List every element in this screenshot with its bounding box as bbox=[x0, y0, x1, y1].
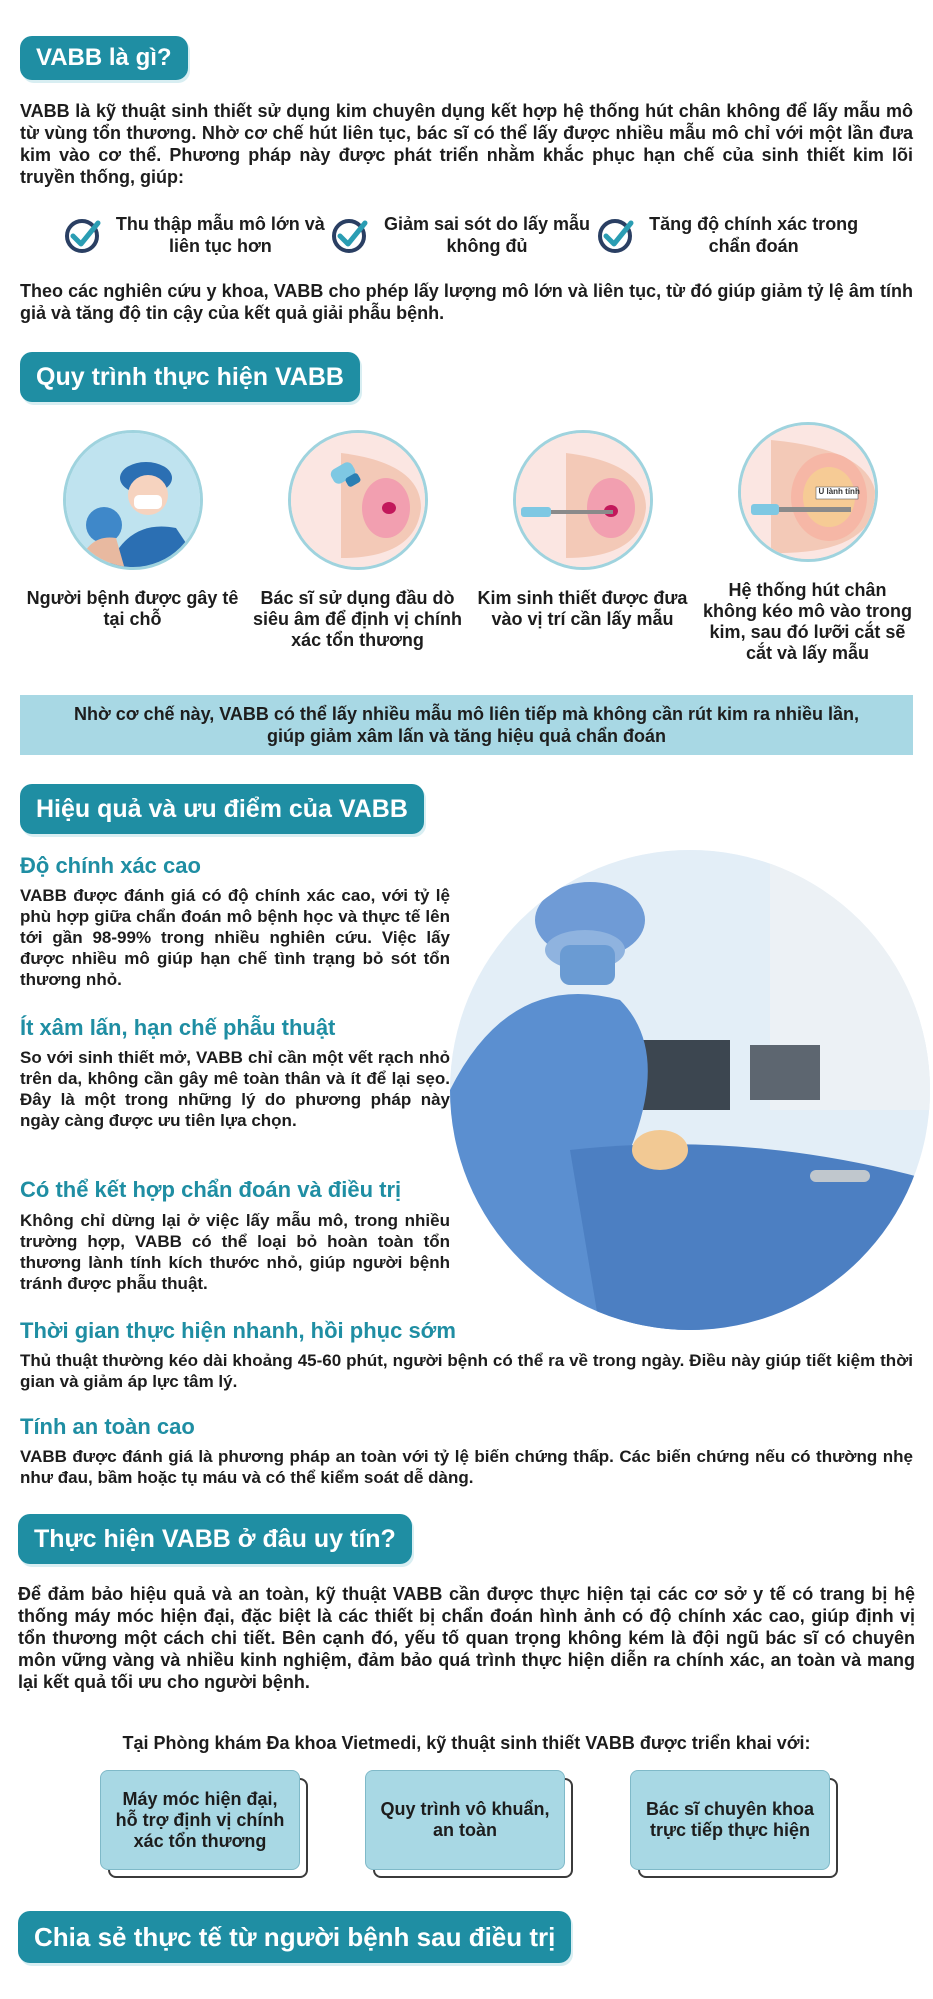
procedure-note: Nhờ cơ chế này, VABB có thể lấy nhiều mẫu mô liên tiếp mà không cần rút kim ra nhiều lần, giúp giảm xâm lấn và tăng hiệu quả chẩn đoán bbox=[20, 695, 913, 755]
procedure-photo bbox=[450, 850, 930, 1330]
where-paragraph: Để đảm bảo hiệu quả và an toàn, kỹ thuật VABB cần được thực hiện tại các cơ sở y tế có trang bị hệ thống máy móc hiện đại, đặc biệt là các thiết bị chẩn đoán hình ảnh có độ chính xác cao, giúp định vị tổn thương một cách chi tiết. Bên cạnh đó, yếu tố quan trọng không kém là đội ngũ bác sĩ có chuyên môn vững vàng và nhiều kinh nghiệm, đảm bảo quá trình thực hiện diễn ra chính xác, an toàn và mang lại kết quả tối ưu cho người bệnh. bbox=[18, 1584, 915, 1692]
anesthesia-illustration bbox=[63, 430, 203, 570]
advantage-heading: Thời gian thực hiện nhanh, hồi phục sớm bbox=[20, 1318, 456, 1343]
outro-paragraph: Theo các nghiên cứu y khoa, VABB cho phép lấy lượng mô lớn và liên tục, từ đó giúp giảm tỷ lệ âm tính giả và tăng độ tin cậy của kết quả giải phẫu bệnh. bbox=[20, 281, 913, 323]
advantage-text: So với sinh thiết mở, VABB chỉ cần một vết rạch nhỏ trên da, không cần gây mê toàn thân và ít để lại sẹo. Đây là một trong những lý do phương pháp này ngày càng được ưu tiên lựa chọn. bbox=[20, 1048, 450, 1130]
needle-insertion-illustration bbox=[513, 430, 653, 570]
check-item bbox=[329, 213, 596, 257]
advantage-heading: Có thể kết hợp chẩn đoán và điều trị bbox=[20, 1177, 402, 1202]
check-label: Giảm sai sót do lấy mẫu không đủ bbox=[383, 214, 591, 256]
intro-paragraph: VABB là kỹ thuật sinh thiết sử dụng kim chuyên dụng kết hợp hệ thống hút chân không để lấy mẫu mô từ vùng tổn thương. Nhờ cơ chế hút liên tục, bác sĩ có thể lấy được nhiều mẫu mô chỉ với một lần đưa kim vào cơ thể. Phương pháp này được phát triển nhằm khắc phục hạn chế của sinh thiết kim lõi truyền thống, giúp: bbox=[20, 101, 913, 187]
feature-card bbox=[365, 1770, 565, 1870]
benefit-checklist bbox=[62, 213, 862, 257]
check-circle-icon bbox=[62, 215, 102, 255]
vacuum-biopsy-illustration bbox=[738, 422, 878, 562]
check-circle-icon bbox=[595, 215, 635, 255]
check-circle-icon bbox=[329, 215, 369, 255]
advantage-heading: Độ chính xác cao bbox=[20, 853, 201, 878]
clinic-features bbox=[100, 1770, 830, 1870]
advantage-text: Không chỉ dừng lại ở việc lấy mẫu mô, trong nhiều trường hợp, VABB có thể loại bỏ hoàn toàn tổn thương lành tính kích thước nhỏ, giúp người bệnh tránh được phẫu thuật. bbox=[20, 1211, 450, 1293]
check-item bbox=[595, 213, 862, 257]
feature-label: Bác sĩ chuyên khoa trực tiếp thực hiện bbox=[630, 1770, 830, 1870]
section-title-what-is-vabb: VABB là gì? bbox=[20, 36, 188, 80]
procedure-steps bbox=[25, 430, 915, 664]
clinic-lead: Tại Phòng khám Đa khoa Vietmedi, kỹ thuật sinh thiết VABB được triển khai với: bbox=[122, 1733, 811, 1753]
section-title-procedure: Quy trình thực hiện VABB bbox=[20, 352, 360, 402]
procedure-step bbox=[475, 430, 690, 664]
benign-tumor-label: U lành tính bbox=[818, 487, 860, 496]
advantage-heading: Tính an toàn cao bbox=[20, 1414, 195, 1439]
advantage-heading: Ít xâm lấn, hạn chế phẫu thuật bbox=[20, 1015, 336, 1040]
step-label: Kim sinh thiết được đưa vào vị trí cần lấy mẫu bbox=[477, 588, 688, 629]
step-label: Người bệnh được gây tê tại chỗ bbox=[26, 588, 239, 629]
step-label: Hệ thống hút chân không kéo mô vào trong kim, sau đó lưỡi cắt sẽ cắt và lấy mẫu bbox=[702, 580, 912, 663]
feature-card bbox=[630, 1770, 830, 1870]
feature-card bbox=[100, 1770, 300, 1870]
procedure-step bbox=[25, 430, 240, 664]
advantage-text: Thủ thuật thường kéo dài khoảng 45-60 phút, người bệnh có thể ra về trong ngày. Điều này giúp tiết kiệm thời gian và giảm áp lực tâm lý. bbox=[20, 1351, 913, 1391]
feature-label: Máy móc hiện đại, hỗ trợ định vị chính xác tổn thương bbox=[100, 1770, 300, 1870]
section-title-where: Thực hiện VABB ở đâu uy tín? bbox=[18, 1514, 412, 1564]
check-item bbox=[62, 213, 329, 257]
advantage-text: VABB được đánh giá có độ chính xác cao, với tỷ lệ phù hợp giữa chẩn đoán mô bệnh học và thực tế lên tới gần 98-99% trong nhiều nghiên cứu. Việc lấy được nhiều mô giúp hạn chế tình trạng bỏ sót tổn thương nhỏ. bbox=[20, 886, 450, 989]
check-label: Thu thập mẫu mô lớn và liên tục hơn bbox=[115, 214, 325, 256]
section-title-testimonials: Chia sẻ thực tế từ người bệnh sau điều trị bbox=[18, 1911, 571, 1963]
procedure-step bbox=[700, 422, 915, 664]
ultrasound-probe-illustration bbox=[288, 430, 428, 570]
section-title-advantages: Hiệu quả và ưu điểm của VABB bbox=[20, 784, 424, 834]
check-label: Tăng độ chính xác trong chẩn đoán bbox=[649, 214, 859, 256]
feature-label: Quy trình vô khuẩn, an toàn bbox=[365, 1770, 565, 1870]
procedure-step bbox=[250, 430, 465, 664]
advantage-text: VABB được đánh giá là phương pháp an toàn với tỷ lệ biến chứng thấp. Các biến chứng nếu có thường nhẹ như đau, bầm hoặc tụ máu và có thể kiểm soát dễ dàng. bbox=[20, 1447, 913, 1487]
step-label: Bác sĩ sử dụng đầu dò siêu âm để định vị chính xác tổn thương bbox=[252, 588, 463, 650]
